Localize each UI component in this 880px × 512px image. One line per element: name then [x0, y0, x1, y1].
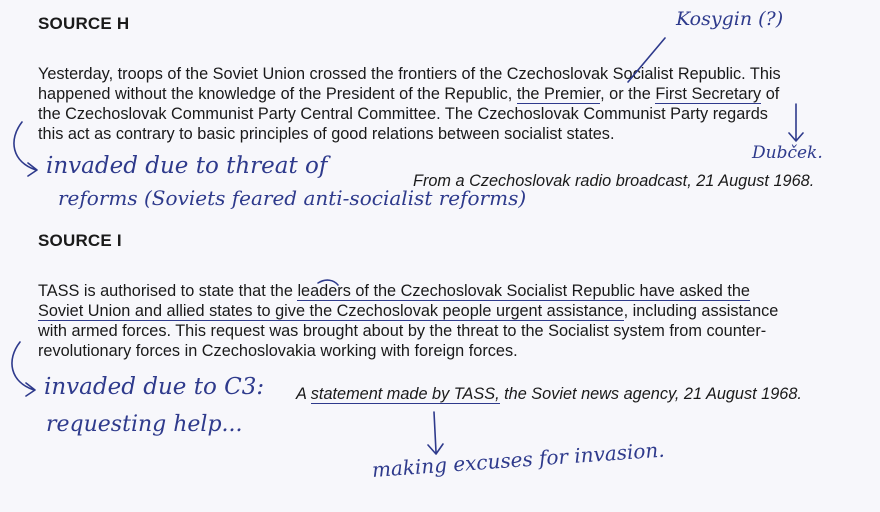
source-i-attribution-pre: A [296, 385, 311, 403]
source-h-line-2 [38, 84, 868, 104]
excuses-arrow-icon [428, 412, 443, 454]
source-i-line-1 [38, 281, 868, 301]
handwritten-excuses: making excuses for invasion. [371, 437, 666, 482]
source-h-paragraph [38, 64, 868, 144]
urgent-assistance-underlined: Soviet Union and allied states to give the Czechoslovak people urgent assistance [38, 302, 624, 320]
source-i-line-2-end: , including assistance [623, 302, 779, 320]
handwritten-note-h-line-2: reforms (Soviets feared anti-socialist reforms) [58, 186, 527, 210]
source-i-attribution-post: the Soviet news agency, 21 August 1968. [499, 385, 802, 403]
tass-statement-underlined: statement made by TASS, [310, 385, 500, 403]
source-h-line-2-mid: , or the [600, 85, 656, 103]
handwritten-kosygin: Kosygin (?) [676, 8, 784, 30]
handwritten-dubcek: Dubček. [752, 143, 823, 163]
premier-underlined: the Premier [516, 85, 601, 103]
leaders-asked-underlined: leaders of the Czechoslovak Socialist Republic have asked the [297, 282, 750, 300]
source-i-attribution [296, 385, 802, 404]
source-h-line-3: the Czechoslovak Communist Party Central Committee. The Czechoslovak Communist Party regards [38, 105, 768, 123]
source-i-line-4: revolutionary forces in Czechoslovakia working with foreign forces. [38, 342, 518, 360]
source-i-line-2 [38, 301, 868, 321]
source-i-paragraph [38, 281, 868, 361]
source-h-line-4: this act as contrary to basic principles of good relations between socialist states. [38, 125, 615, 143]
handwritten-note-i-line-1: invaded due to C3: [44, 374, 265, 400]
source-h-curved-arrow-icon [14, 122, 37, 176]
source-i-line-3: with armed forces. This request was brought about by the threat to the Socialist system from counter- [38, 322, 767, 340]
first-secretary-underlined: First Secretary [655, 85, 762, 103]
source-i-line-1-text: TASS is authorised to state that the [38, 282, 298, 300]
handwritten-note-i-line-2: requesting help... [46, 412, 243, 437]
source-h-line-2-end: of [761, 85, 780, 103]
source-i-curved-arrow-icon [12, 342, 35, 396]
source-h-line-2-text: happened without the knowledge of the President of the Republic, [38, 85, 517, 103]
handwritten-note-h-line-1: invaded due to threat of [46, 153, 328, 179]
source-h-heading: SOURCE H [38, 14, 130, 33]
source-h-line-1: Yesterday, troops of the Soviet Union crossed the frontiers of the Czechoslovak Socialist Republic. This [38, 65, 781, 83]
source-h-attribution: From a Czechoslovak radio broadcast, 21 August 1968. [413, 172, 815, 190]
source-i-heading: SOURCE I [38, 231, 122, 250]
